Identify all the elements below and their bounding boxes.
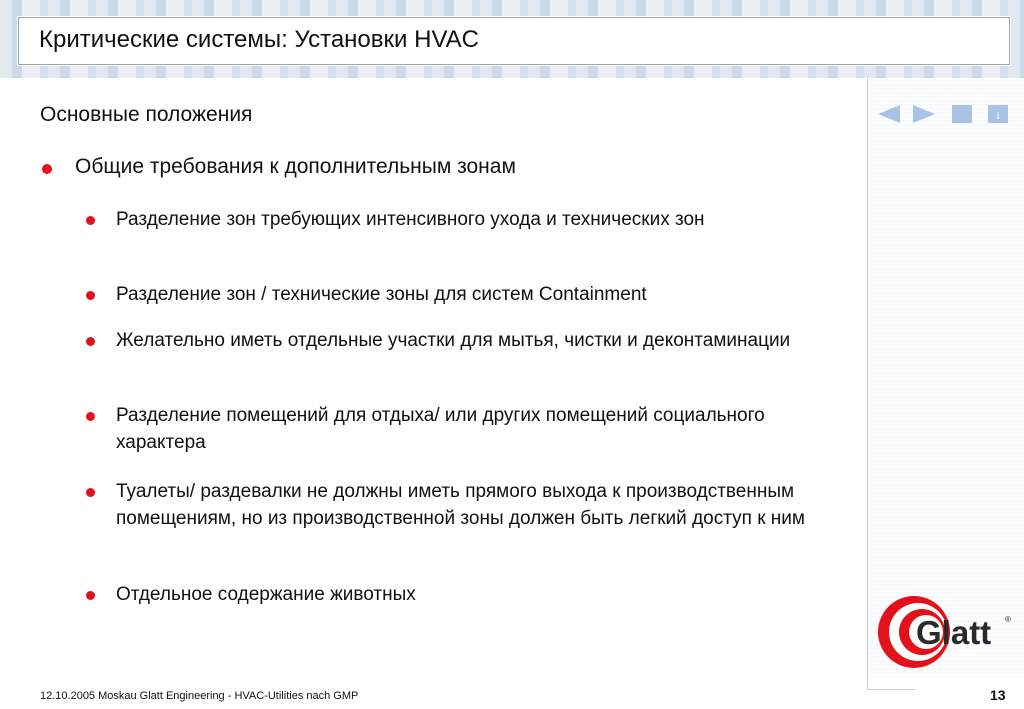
bullet-dot	[86, 337, 95, 346]
list-item-text: Разделение зон / технические зоны для систем Containment	[116, 284, 647, 305]
info-glyph: i	[996, 108, 1000, 122]
bullet-dot	[86, 488, 95, 497]
panel-divider	[867, 78, 868, 690]
list-item-text: Разделение помещений для отдыха/ или других помещений социального характера	[116, 405, 765, 453]
right-panel	[868, 78, 1024, 678]
glatt-logo	[876, 594, 1018, 680]
page-title: Критические системы: Установки HVAC	[39, 26, 480, 53]
list-item-text: Туалеты/ раздевалки не должны иметь прямого выхода к производственным помещениям, но из производственной зоны должен быть легкий доступ к ним	[116, 481, 805, 529]
logo-registered: ®	[1005, 615, 1011, 624]
bullet-text: Общие требования к дополнительным зонам	[75, 155, 516, 178]
bullet-dot	[86, 291, 95, 300]
triangle-left-icon[interactable]	[878, 104, 900, 124]
list-item-text: Разделение зон требующих интенсивного ухода и технических зон	[116, 209, 705, 230]
panel-divider-bottom	[867, 689, 915, 690]
footer-text: 12.10.2005 Moskau Glatt Engineering - HVAC-Utilities nach GMP	[40, 690, 359, 702]
square-icon[interactable]	[952, 104, 972, 124]
triangle-right-icon[interactable]	[913, 104, 935, 124]
info-icon[interactable]	[988, 104, 1008, 124]
bullet-dot	[42, 164, 52, 174]
list-item-text: Отдельное содержание животных	[116, 584, 416, 605]
section-subtitle: Основные положения	[40, 103, 253, 126]
bullet-dot	[86, 216, 95, 225]
logo-text: Glatt	[916, 614, 992, 651]
bullet-dot	[86, 591, 95, 600]
page-number: 13	[990, 687, 1006, 703]
list-item-text: Желательно иметь отдельные участки для мытья, чистки и деконтаминации	[116, 330, 791, 351]
bullet-dot	[86, 412, 95, 421]
title-box	[18, 17, 1010, 65]
